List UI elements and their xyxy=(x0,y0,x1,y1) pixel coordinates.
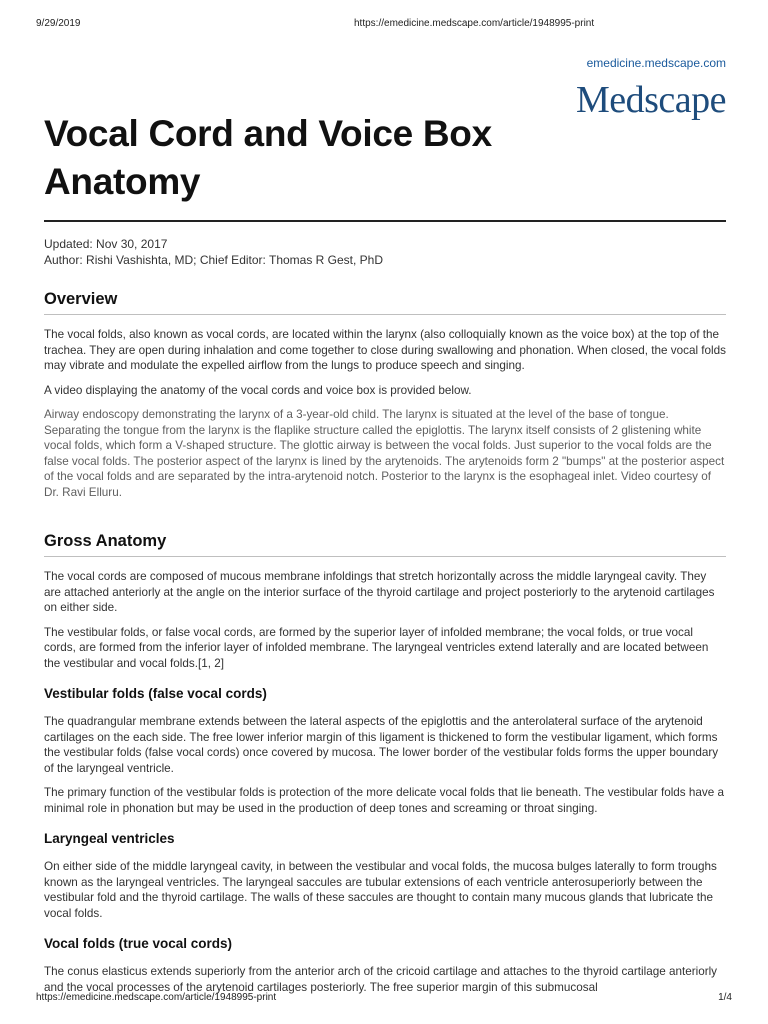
gross-anatomy-divider xyxy=(44,556,726,557)
gross-anatomy-paragraph-1: The vocal cords are composed of mucous membrane infoldings that stretch horizontally across the middle laryngeal cavity. They are attached anteriorly at the angle on the interior surface of the thyroid cartilage and project posteriorly to the arytenoid cartilages on either side. xyxy=(44,570,715,614)
laryngeal-ventricles-heading: Laryngeal ventricles xyxy=(44,831,175,846)
gross-anatomy-heading: Gross Anatomy xyxy=(44,532,167,550)
ventricles-paragraph-1: On either side of the middle laryngeal cavity, in between the vestibular and vocal folds, the mucosa bulges laterally to form troughs known as the laryngeal ventricles. The laryngeal saccules are tubular extensions of each ventricle anterosuperiorly between the vestibular fold and the thyroid cartilage. The walls of these saccules are thought to contain many mucous glands that lubricate the vocal folds. xyxy=(44,860,717,920)
author-line: Author: Rishi Vashishta, MD; Chief Editor: Thomas R Gest, PhD xyxy=(44,253,384,267)
title-line-1: Vocal Cord and Voice Box xyxy=(44,113,492,154)
page-title xyxy=(44,110,726,206)
overview-divider xyxy=(44,314,726,315)
vocal-folds-paragraph-1: The conus elasticus extends superiorly from the anterior arch of the cricoid cartilage and attaches to the thyroid cartilage anteriorly and the vocal processes of the arytenoid cartilages posteriorly. The free superior margin of this submucosal xyxy=(44,965,718,994)
page-number: 1/4 xyxy=(718,992,732,1003)
article-content xyxy=(44,110,726,1004)
vestibular-paragraph-2: The primary function of the vestibular folds is protection of the more delicate vocal folds that lie beneath. The vestibular folds have a minimal role in phonation but may be used in the production of deep tones and screaming or throat singing. xyxy=(44,786,724,815)
title-line-2: Anatomy xyxy=(44,161,201,202)
vestibular-paragraph-1: The quadrangular membrane extends between the lateral aspects of the epiglottis and the anterolateral surface of the arytenoid cartilages on the each side. The free lower inferior margin of this ligament is thickened to form the vestibular ligament, which forms the vestibular folds (false vocal cords) once covered by mucosa. The lower border of the vestibular folds forms the upper boundary of the laryngeal ventricle. xyxy=(44,715,719,775)
title-divider xyxy=(44,220,726,222)
site-link[interactable]: emedicine.medscape.com xyxy=(586,56,726,70)
print-date: 9/29/2019 xyxy=(36,18,81,29)
updated-date: Updated: Nov 30, 2017 xyxy=(44,237,168,251)
print-url: https://emedicine.medscape.com/article/1948995-print xyxy=(354,18,595,29)
overview-paragraph-2: A video displaying the anatomy of the vocal cords and voice box is provided below. xyxy=(44,383,472,397)
vestibular-folds-heading: Vestibular folds (false vocal cords) xyxy=(44,686,267,701)
overview-paragraph-1: The vocal folds, also known as vocal cords, are located within the larynx (also colloquially known as the voice box) at the top of the trachea. They are open during inhalation and come together to close during swallowing and phonation. When closed, the vocal folds may vibrate and modulate the expelled airflow from the lungs to produce speech and singing. xyxy=(44,328,726,372)
footer-url: https://emedicine.medscape.com/article/1948995-print xyxy=(36,992,277,1003)
overview-heading: Overview xyxy=(44,290,118,308)
print-header xyxy=(36,18,732,32)
medscape-logo: Medscape xyxy=(575,79,726,121)
vocal-folds-heading: Vocal folds (true vocal cords) xyxy=(44,936,233,951)
article-meta xyxy=(44,236,726,268)
gross-anatomy-paragraph-2: The vestibular folds, or false vocal cords, are formed by the superior layer of infolded membrane; the vocal folds, or true vocal cords, are formed from the inferior layer of infolded membrane. The laryngeal ventricles extend laterally and are located between the vestibular and vocal folds.[1, 2] xyxy=(44,625,709,670)
print-footer xyxy=(36,992,732,1006)
video-caption: Airway endoscopy demonstrating the larynx of a 3-year-old child. The larynx is situated at the level of the base of tongue. Separating the tongue from the larynx is the flaplike structure called the epiglottis. The larynx itself consists of 2 glistening white vocal folds, which form a V-shaped structure. The glottic airway is between the vocal folds. Just superior to the vocal folds are the false vocal folds. The posterior aspect of the larynx is lined by the arytenoids. The arytenoids form 2 "bumps" at the posterior aspect of the vocal folds and are separated by the intra-arytenoid notch. Posterior to the larynx is the esophageal inlet. Video courtesy of Dr. Ravi Elluru. xyxy=(44,408,725,499)
